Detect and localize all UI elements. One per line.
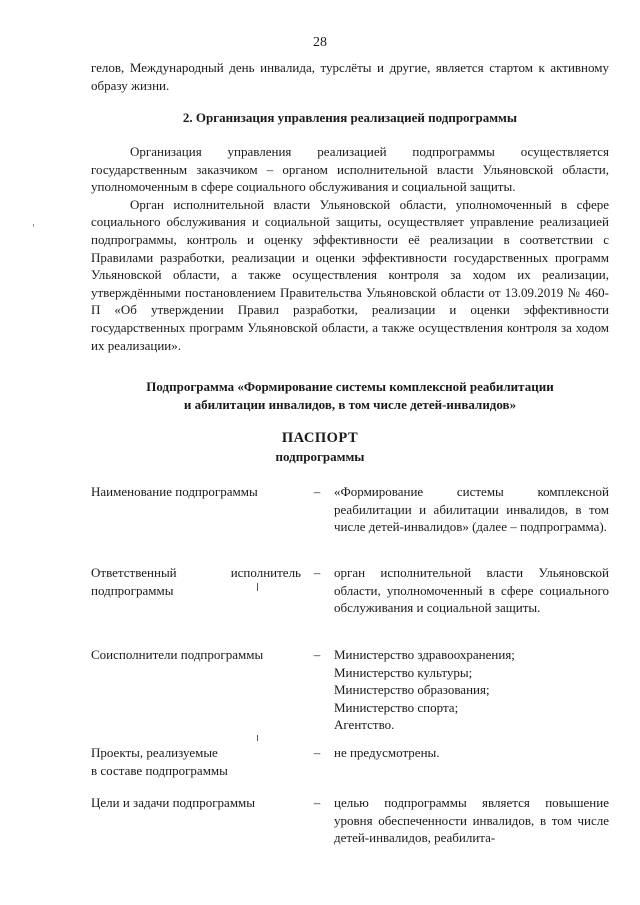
row-dash: – xyxy=(313,795,321,810)
list-item: Министерство образования; xyxy=(334,682,490,698)
scan-mark xyxy=(257,735,258,741)
row-value: не предусмотрены. xyxy=(334,745,440,760)
row-dash: – xyxy=(313,647,321,662)
section-title: 2. Организация управления реализацией подпрограммы xyxy=(182,110,518,125)
scan-mark xyxy=(33,224,34,227)
passport-title: ПАСПОРТ xyxy=(281,430,359,446)
row-label: Цели и задачи подпрограммы xyxy=(91,795,256,810)
row-value-list xyxy=(334,646,609,734)
row-value: орган исполнительной власти Ульяновской области, уполномоченный в сфере социального обслуживания и социальной защиты. xyxy=(334,565,609,616)
row-label xyxy=(91,744,301,779)
row-label-line-1: Проекты, реализуемые xyxy=(91,745,218,760)
intro-paragraph: гелов, Международный день инвалида, турслёты и другие, является стартом к активному образу жизни. xyxy=(91,60,609,93)
scan-mark xyxy=(257,583,258,591)
section-body xyxy=(91,143,609,354)
passport-subtitle: подпрограммы xyxy=(275,448,365,464)
row-value: целью подпрограммы является повышение уровня обеспеченности инвалидов, в том числе детей-инвалидов, реабилита- xyxy=(334,795,609,846)
intro-block xyxy=(91,59,609,94)
passport-heading xyxy=(0,430,640,465)
list-item: Министерство здравоохранения; xyxy=(334,647,515,662)
list-item: Министерство культуры; xyxy=(334,664,473,680)
row-label-line-2: в составе подпрограммы xyxy=(91,762,228,778)
subprogram-heading-line-2: и абилитации инвалидов, в том числе детей-инвалидов» xyxy=(183,396,517,412)
section-paragraph-2: Орган исполнительной власти Ульяновской области, уполномоченный в сфере социального обслуживания и социальной защиты, осуществляет управление реализацией подпрограммы, контроль и оценку эффективности её реализации в соответствии с Правилами разработки, реализации и оценки эффективности государственных программ Ульяновской области, а также осуществления контроля за ходом их реализации, утверждёнными постановлением Правительства Ульяновской области от 13.09.2019 № 460-П «Об утверждении Правил разработки, реализации и оценки эффективности государственных программ Ульяновской области, а также осуществления контроля за ходом их реализации». xyxy=(91,196,609,353)
row-value: «Формирование системы комплексной реабилитации и абилитации инвалидов, в том числе детей-инвалидов» (далее – подпрограмма). xyxy=(334,484,609,535)
row-label: Ответственный исполнитель подпрограммы xyxy=(91,565,301,598)
subprogram-heading-line-1: Подпрограмма «Формирование системы комплексной реабилитации xyxy=(146,379,554,394)
list-item: Министерство спорта; xyxy=(334,699,459,715)
row-dash: – xyxy=(313,484,321,499)
row-dash: – xyxy=(313,745,321,760)
row-dash: – xyxy=(313,565,321,580)
page-number: 28 xyxy=(313,35,327,50)
subprogram-heading xyxy=(70,378,630,413)
row-label: Соисполнители подпрограммы xyxy=(91,647,264,662)
row-label: Наименование подпрограммы xyxy=(91,484,258,499)
list-item: Агентство. xyxy=(334,717,395,733)
section-paragraph-1: Организация управления реализацией подпрограммы осуществляется государственным заказчиком – органом исполнительной власти Ульяновской области, уполномоченным в сфере социального обслуживания и социальной защиты. xyxy=(91,144,609,195)
